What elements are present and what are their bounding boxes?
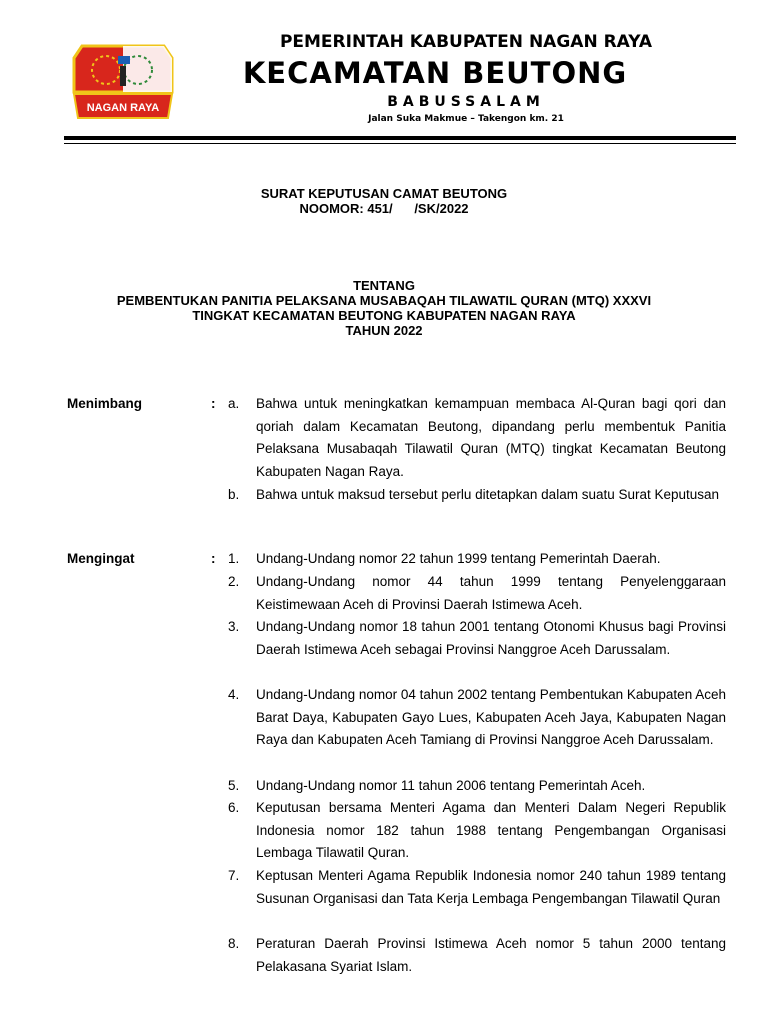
menimbang-item [228, 484, 726, 507]
item-number: 4. [228, 687, 240, 702]
subject-line-2: TINGKAT KECAMATAN BEUTONG KABUPATEN NAGAN RAYA [192, 308, 576, 323]
decree-title [0, 186, 768, 216]
item-number: b. [228, 487, 240, 502]
header-capital: BABUSSALAM [387, 94, 545, 110]
item-text: Keputusan bersama Menteri Agama dan Menteri Dalam Negeri Republik Indonesia nomor 182 tahun 1988 tentang Pengembangan Organisasi Lembaga Tilawatil Quran. [256, 800, 726, 861]
item-text: Bahwa untuk meningkatkan kemampuan membaca Al-Quran bagi qori dan qoriah dalam Kecamatan Beutong, dipandang perlu membentuk Panitia Pelaksana Musabaqah Tilawatil Quran (MTQ) tingkat Kecamatan Beutong Kabupaten Nagan Raya. [256, 396, 726, 480]
item-number: 6. [228, 800, 240, 815]
logo-text: NAGAN RAYA [86, 102, 160, 114]
decree-title-line: SURAT KEPUTUSAN CAMAT BEUTONG [260, 186, 508, 201]
menimbang-item [228, 393, 726, 484]
item-text: Undang-Undang nomor 04 tahun 2002 tentang Pembentukan Kabupaten Aceh Barat Daya, Kabupaten Gayo Lues, Kabupaten Aceh Jaya, Kabupaten Nagan Raya dan Kabupaten Aceh Tamiang di Provinsi Nanggroe Aceh Darussalam. [256, 687, 726, 748]
mengingat-label: Mengingat [67, 551, 135, 566]
item-number: a. [228, 396, 240, 411]
item-text: Undang-Undang nomor 11 tahun 2006 tentang Pemerintah Aceh. [256, 778, 646, 793]
item-number: 1. [228, 551, 240, 566]
menimbang-colon: : [211, 396, 216, 411]
subject-line-1: PEMBENTUKAN PANITIA PELAKSANA MUSABAQAH TILAWATIL QURAN (MTQ) XXXVI [116, 293, 652, 308]
item-number: 3. [228, 619, 240, 634]
mengingat-item [228, 616, 726, 661]
subject-year: TAHUN 2022 [345, 323, 423, 338]
mengingat-item [228, 775, 726, 798]
item-text: Peraturan Daerah Provinsi Istimewa Aceh nomor 5 tahun 2000 tentang Pelakasana Syariat Islam. [256, 936, 726, 974]
item-text: Undang-Undang nomor 18 tahun 2001 tentang Otonomi Khusus bagi Provinsi Daerah Istimewa Aceh sebagai Provinsi Nanggroe Aceh Darussalam. [256, 619, 726, 657]
item-number: 7. [228, 868, 240, 883]
mengingat-item [228, 865, 726, 910]
menimbang-label: Menimbang [67, 396, 143, 411]
decree-number: NOOMOR: 451/ /SK/2022 [299, 201, 469, 216]
mengingat-item [228, 548, 726, 571]
header-government: PEMERINTAH KABUPATEN NAGAN RAYA [279, 32, 653, 52]
item-text: Undang-Undang nomor 44 tahun 1999 tentang Penyelenggaraan Keistimewaan Aceh di Provinsi Daerah Istimewa Aceh. [256, 574, 726, 612]
header-district: KECAMATAN BEUTONG [242, 56, 628, 90]
decree-subject [0, 278, 768, 338]
mengingat-colon: : [211, 551, 216, 566]
item-text: Bahwa untuk maksud tersebut perlu ditetapkan dalam suatu Surat Keputusan [256, 487, 720, 502]
item-number: 2. [228, 574, 240, 589]
mengingat-item [228, 684, 726, 752]
item-number: 5. [228, 778, 240, 793]
mengingat-item [228, 933, 726, 978]
mengingat-item [228, 797, 726, 865]
header-divider-thin [64, 143, 736, 144]
mengingat-item [228, 571, 726, 616]
item-text: Keptusan Menteri Agama Republik Indonesia nomor 240 tahun 1989 tentang Susunan Organisasi dan Tata Kerja Lembaga Pengembangan Tilawatil Quran [256, 868, 726, 906]
tentang-label: TENTANG [353, 278, 415, 293]
header-address: Jalan Suka Makmue – Takengon km. 21 [368, 114, 564, 124]
header-divider-thick [64, 136, 736, 140]
item-number: 8. [228, 936, 240, 951]
item-text: Undang-Undang nomor 22 tahun 1999 tentang Pemerintah Daerah. [256, 551, 661, 566]
